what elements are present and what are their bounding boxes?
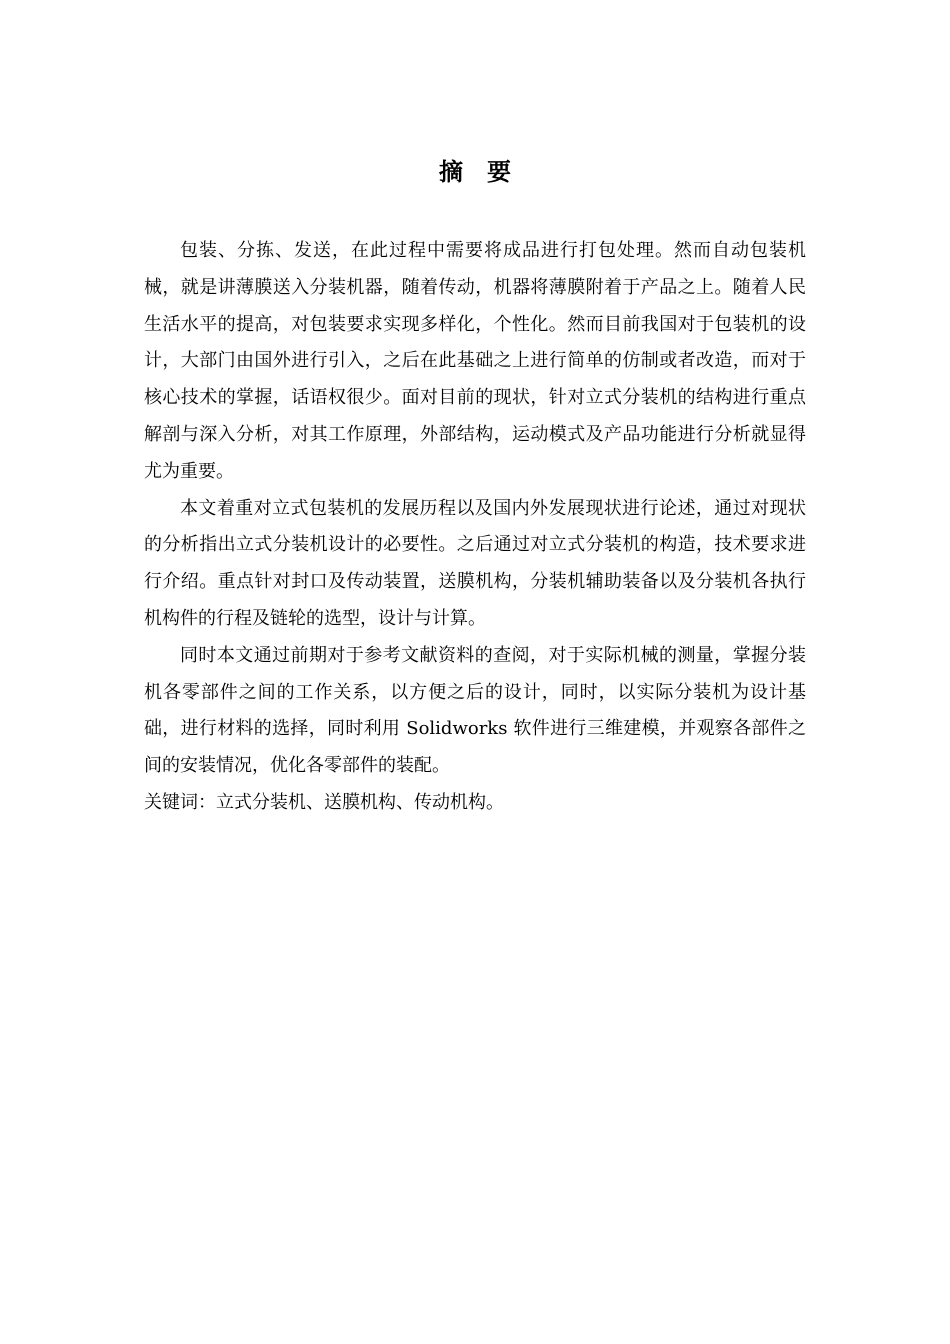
abstract-paragraph-3: 同时本文通过前期对于参考文献资料的查阅，对于实际机械的测量，掌握分装机各零部件之间的工作关系，以方便之后的设计，同时，以实际分装机为设计基础，进行材料的选择，同时利用 Solidworks 软件进行三维建模，并观察各部件之间的安装情况，优化各零部件的装配。 bbox=[144, 644, 806, 777]
abstract-paragraph-1: 包装、分拣、发送，在此过程中需要将成品进行打包处理。然而自动包装机械，就是讲薄膜送入分装机器，随着传动，机器将薄膜附着于产品之上。随着人民生活水平的提高，对包装要求实现多样化，个性化。然而目前我国对于包装机的设计，大部门由国外进行引入，之后在此基础之上进行简单的仿制或者改造，而对于核心技术的掌握，话语权很少。面对目前的现状，针对立式分装机的结构进行重点解剖与深入分析，对其工作原理，外部结构，运动模式及产品功能进行分析就显得尤为重要。 bbox=[144, 240, 806, 482]
abstract-title bbox=[0, 156, 950, 188]
abstract-title-char-1: 摘 bbox=[439, 158, 463, 186]
abstract-title-char-2: 要 bbox=[487, 158, 511, 186]
abstract-paragraph-2: 本文着重对立式包装机的发展历程以及国内外发展现状进行论述，通过对现状的分析指出立式分装机设计的必要性。之后通过对立式分装机的构造，技术要求进行介绍。重点针对封口及传动装置，送膜机构，分装机辅助装备以及分装机各执行机构件的行程及链轮的选型，设计与计算。 bbox=[144, 497, 806, 629]
keywords-line: 关键词：立式分装机、送膜机构、传动机构。 bbox=[144, 791, 504, 813]
abstract-body bbox=[144, 233, 806, 822]
